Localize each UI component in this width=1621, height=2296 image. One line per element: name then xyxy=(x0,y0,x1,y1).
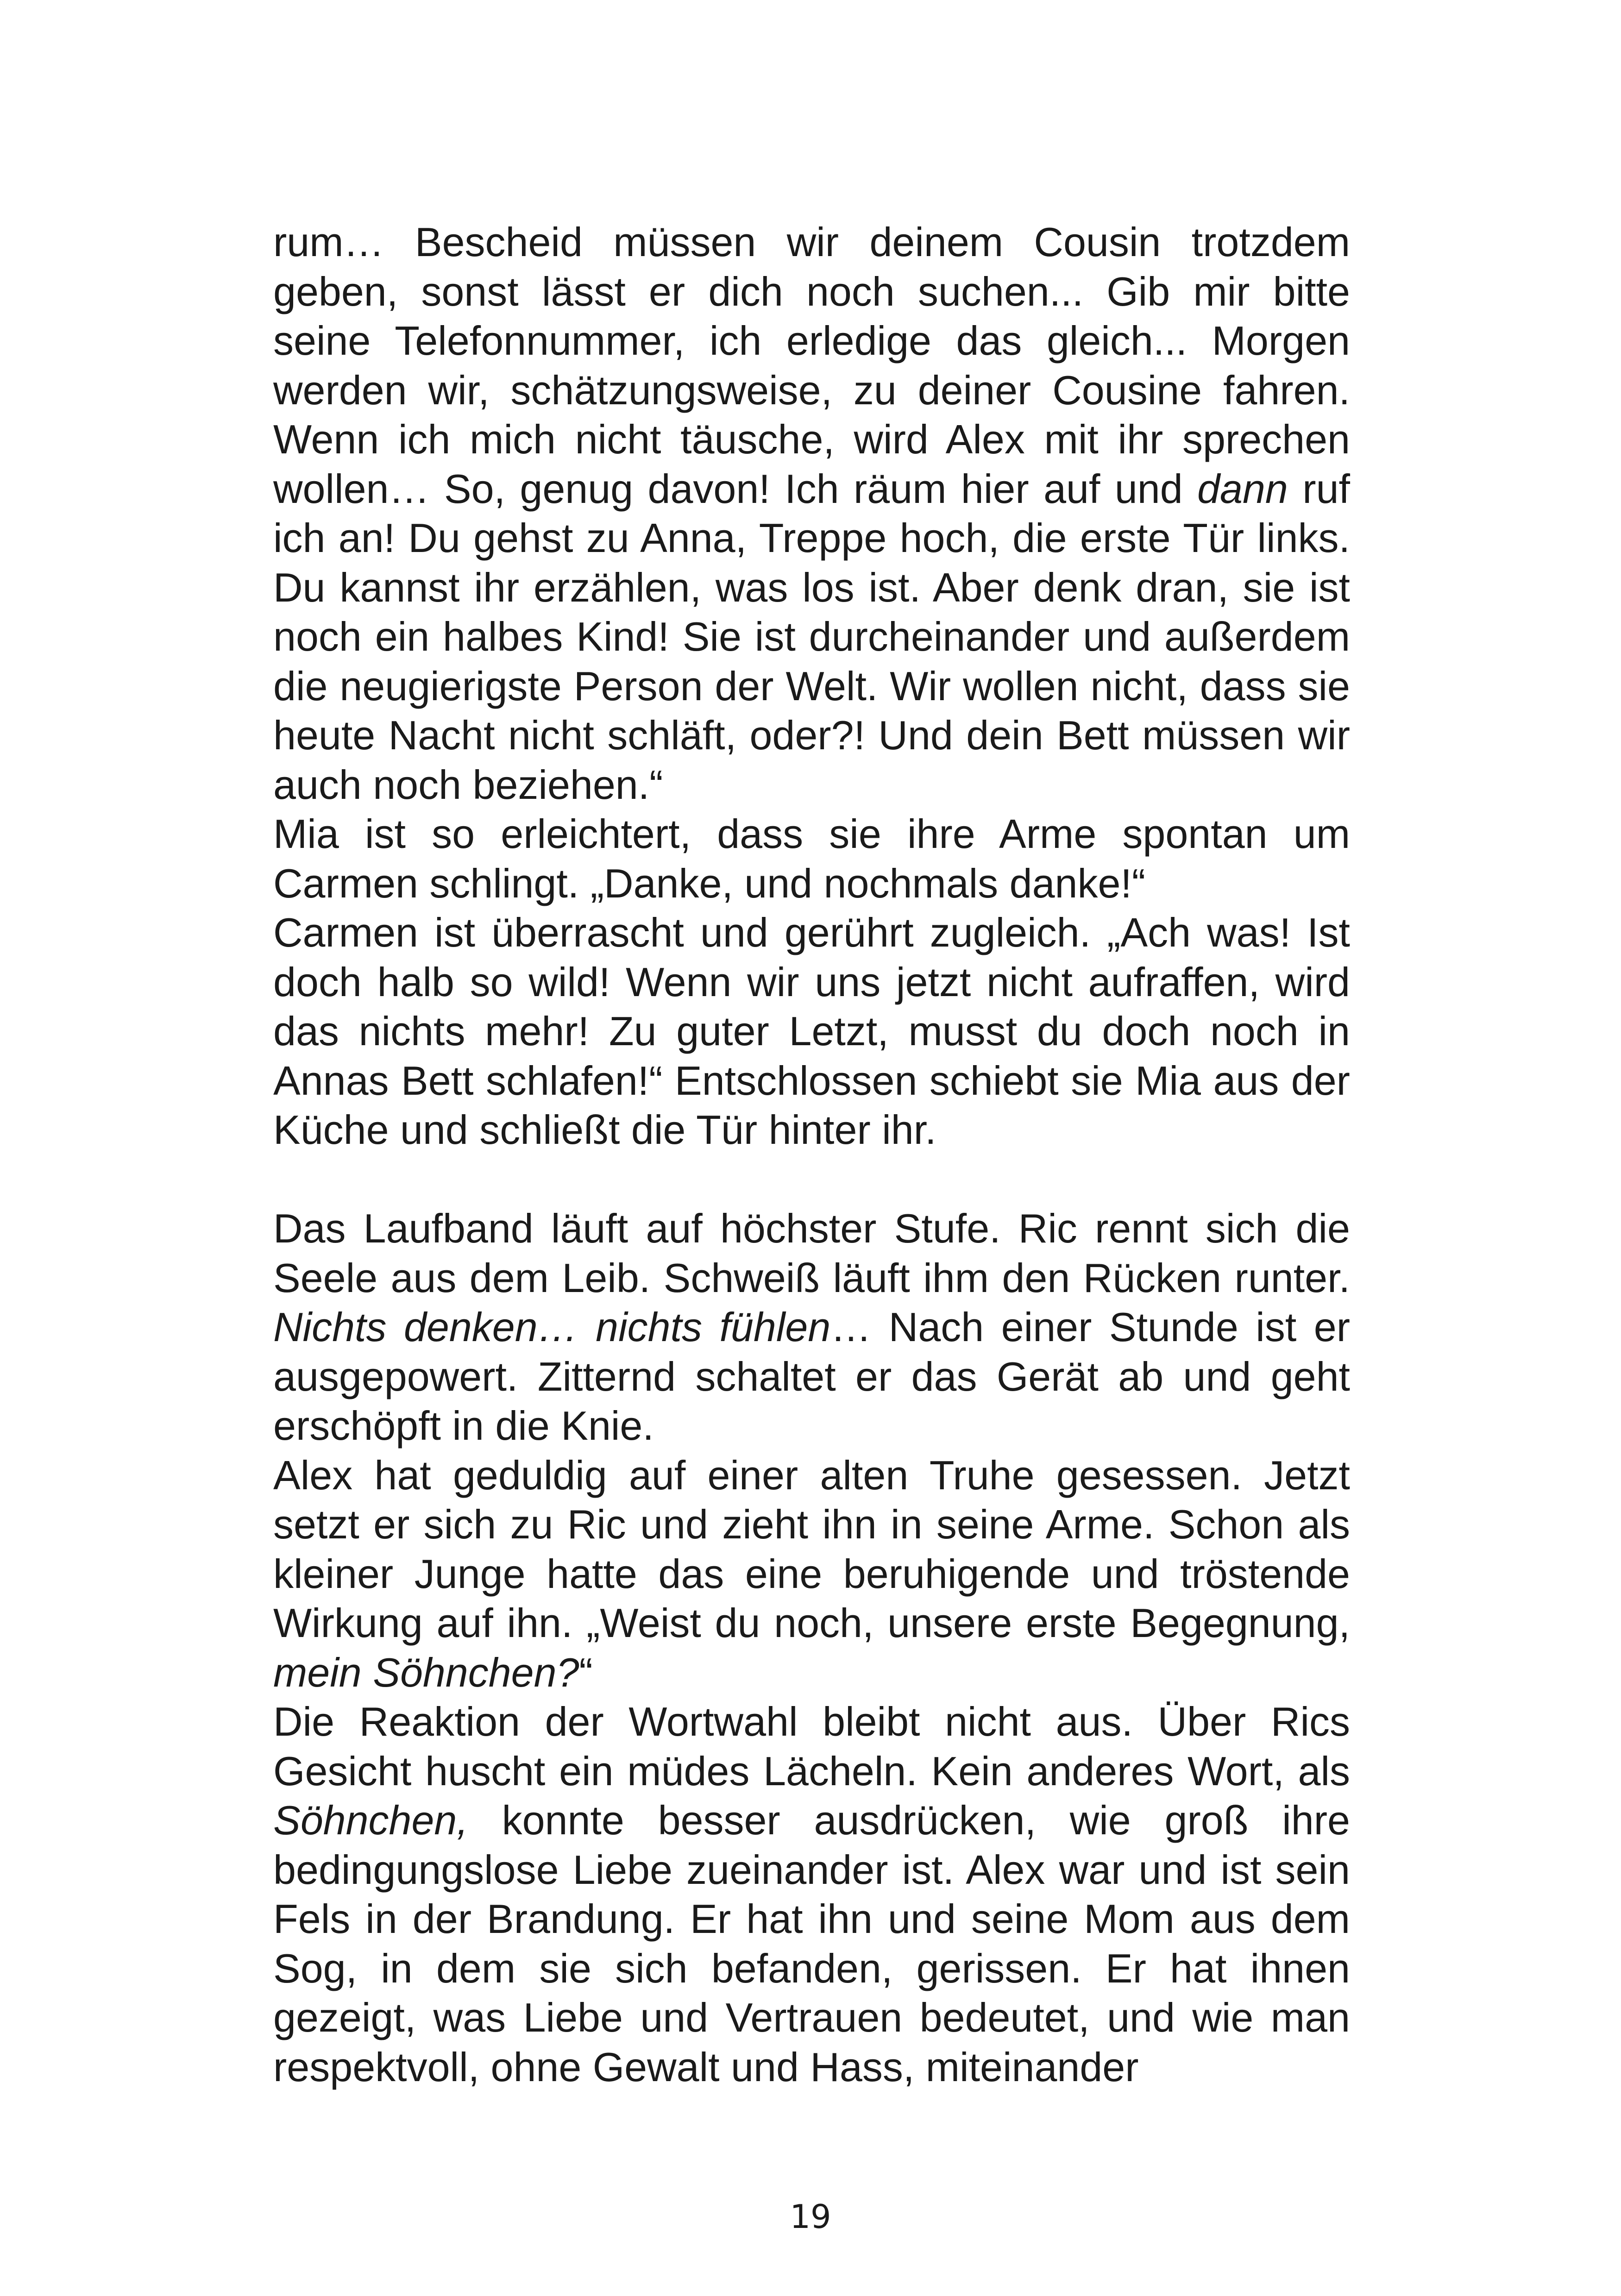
italic-text-run: mein Söhnchen? xyxy=(273,1649,579,1695)
text-run: konnte besser ausdrücken, wie groß ihre bedingungslose Liebe zueinander ist. Alex war und ist sein Fels in der Brandung. Er hat ihn und seine Mom aus dem Sog, in dem sie sich befanden, gerissen. Er hat ihnen gezeigt, was Liebe und Vertrauen bedeutet, und wie man respektvoll, ohne Gewalt und Hass, miteinander xyxy=(273,1797,1350,2090)
text-run: … Nach einer Stunde ist er ausgepowert. Zitternd schaltet er das Gerät ab und geht erschöpft in die Knie. xyxy=(273,1304,1351,1449)
text-run: “ xyxy=(579,1649,593,1695)
paragraph xyxy=(273,1697,1350,2092)
page-number: 19 xyxy=(790,2198,831,2236)
paragraph xyxy=(273,1451,1350,1698)
text-run: Mia ist so erleichtert, dass sie ihre Arme spontan um Carmen schlingt. „Danke, und nochmals danke!“ xyxy=(273,811,1350,906)
paragraph xyxy=(273,809,1350,908)
text-run: Alex hat geduldig auf einer alten Truhe gesessen. Jetzt setzt er sich zu Ric und zieht ihn in seine Arme. Schon als kleiner Junge hatte das eine beruhigende und tröstende Wirkung auf ihn. „Weist du noch, unsere erste Begegnung, xyxy=(273,1452,1350,1646)
paragraph xyxy=(273,218,1350,809)
italic-text-run: Söhnchen, xyxy=(273,1797,468,1843)
text-run: Carmen ist überrascht und gerührt zugleich. „Ach was! Ist doch halb so wild! Wenn wir uns jetzt nicht aufraffen, wird das nichts mehr! Zu guter Letzt, musst du doch noch in Annas Bett schlafen!“ Entschlossen schiebt sie Mia aus der Küche und schließt die Tür hinter ihr. xyxy=(273,910,1350,1153)
paragraph xyxy=(273,1204,1350,1451)
body-text xyxy=(273,218,1350,2092)
italic-text-run: Nichts denken… nichts fühlen xyxy=(273,1304,831,1350)
text-run: rum… Bescheid müssen wir deinem Cousin trotzdem geben, sonst lässt er dich noch suchen... Gib mir bitte seine Telefonnummer, ich erledige das gleich... Morgen werden wir, schätzungsweise, zu deiner Cousine fahren. Wenn ich mich nicht täusche, wird Alex mit ihr sprechen wollen… So, genug davon! Ich räum hier auf und xyxy=(273,219,1350,512)
italic-text-run: dann xyxy=(1197,465,1288,512)
paragraph xyxy=(273,908,1350,1155)
text-run: Das Laufband läuft auf höchster Stufe. Ric rennt sich die Seele aus dem Leib. Schweiß läuft ihm den Rücken runter. xyxy=(273,1205,1350,1301)
text-run: Die Reaktion der Wortwahl bleibt nicht aus. Über Rics Gesicht huscht ein müdes Lächeln. Kein anderes Wort, als xyxy=(273,1699,1350,1794)
text-run: ruf ich an! Du gehst zu Anna, Treppe hoch, die erste Tür links. Du kannst ihr erzählen, was los ist. Aber denk dran, sie ist noch ein halbes Kind! Sie ist durcheinander und außerdem die neugierigste Person der Welt. Wir wollen nicht, dass sie heute Nacht nicht schläft, oder?! Und dein Bett müssen wir auch noch beziehen.“ xyxy=(273,465,1350,808)
